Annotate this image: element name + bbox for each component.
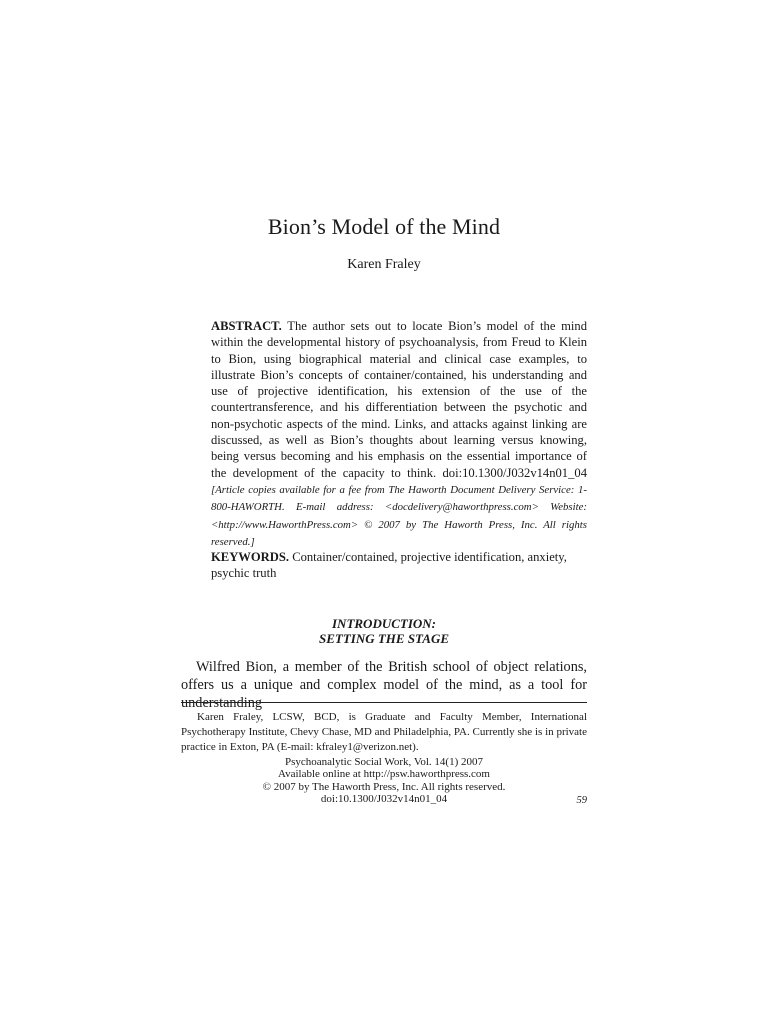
footnote-divider (181, 702, 587, 703)
journal-citation: Psychoanalytic Social Work, Vol. 14(1) 2007 (284, 756, 484, 768)
intro-paragraph (181, 658, 587, 713)
article-author: Karen Fraley (347, 257, 421, 272)
abstract-text: The author sets out to locate Bion’s model of the mind within the developmental history of psychoanalysis, from Freud to Klein to Bion, using biographical material and clinical case examples, to illustrate Bion’s concepts of container/contained, his understanding and use of projective identification, his extension of the use of the countertransference, and his differentiation between the psychotic and non-psychotic aspects of the mind. Links, and attacks against linking are discussed, as well as Bion’s thoughts about learning versus knowing, being versus becoming and his emphasis on the essential importance of the development of the capacity to think. doi:10.1300/J032v14n01_04 (211, 319, 588, 480)
journal-copyright: © 2007 by The Haworth Press, Inc. All rights reserved. (262, 780, 506, 793)
keywords-block (211, 549, 587, 582)
keywords-text: Container/contained, projective identification, anxiety, psychic truth (211, 550, 567, 581)
section-heading (0, 617, 768, 646)
journal-online: Available online at http://psw.haworthpress.com (277, 768, 490, 781)
abstract-label: ABSTRACT. (211, 319, 282, 333)
delivery-note: [Article copies available for a fee from The Haworth Document Delivery Service: 1-800-HAWORTH. E-mail address: <docdelivery@haworthpress.com> Website: <http://www.HaworthPress.com> © 2007 by The Haworth Press, Inc. All rights reserved.] (211, 483, 587, 548)
journal-doi: doi:10.1300/J032v14n01_04 (320, 793, 448, 806)
author-footnote (181, 710, 587, 754)
page-number: 59 (576, 795, 587, 806)
article-title: Bion’s Model of the Mind (267, 214, 501, 239)
section-heading-line1: INTRODUCTION: (332, 616, 436, 631)
section-heading-line2: SETTING THE STAGE (318, 630, 450, 646)
intro-paragraph-text: Wilfred Bion, a member of the British school of object relations, offers us a unique and complex model of the mind, as a tool for understanding (181, 659, 587, 712)
journal-info (181, 756, 587, 806)
keywords-label: KEYWORDS. (211, 550, 290, 564)
author-footnote-text: Karen Fraley, LCSW, BCD, is Graduate and Faculty Member, International Psychotherapy Institute, Chevy Chase, MD and Philadelphia, PA. Currently she is in private practice in Exton, PA (E-mail: kfraley1@verizon.net). (181, 711, 587, 753)
abstract-block (211, 318, 587, 550)
